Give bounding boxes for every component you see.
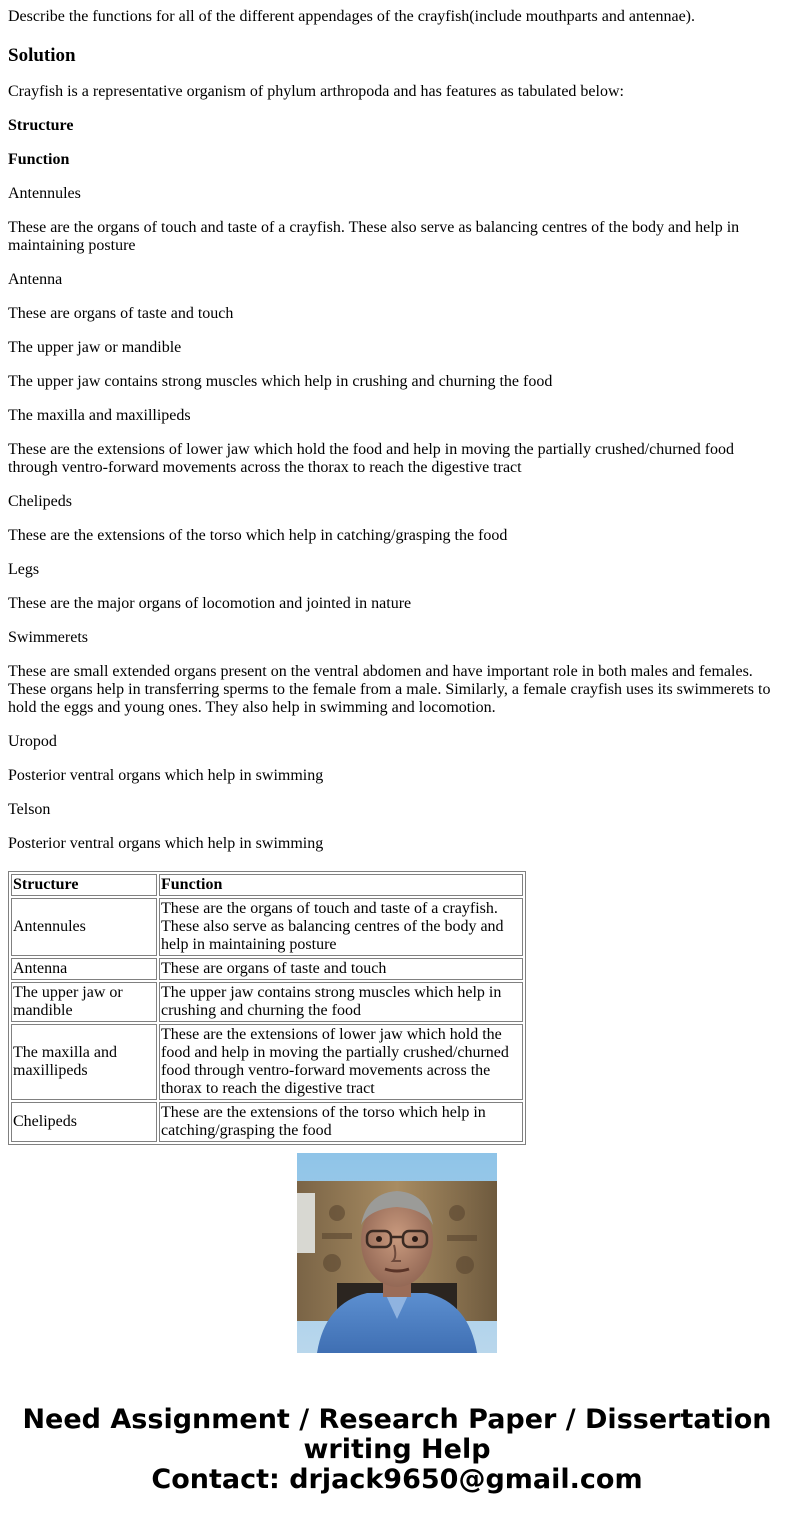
table-header-structure: Structure — [11, 874, 157, 896]
intro-text: Crayfish is a representative organism of phylum arthropoda and has features as tabulated below: — [8, 83, 624, 100]
table-cell-function: These are the organs of touch and taste of a crayfish. These also serve as balancing centres of the body and help in maintaining posture — [159, 898, 523, 956]
list-item-structure: Swimmerets — [8, 629, 88, 646]
document-body — [8, 0, 786, 853]
list-item-structure: Legs — [8, 561, 40, 578]
list-item-function: These are the major organs of locomotion and jointed in nature — [8, 595, 412, 612]
list-item-structure: Uropod — [8, 733, 57, 750]
list-item-function: These are the organs of touch and taste of a crayfish. These also serve as balancing centres of the body and help in maintaining posture — [8, 219, 740, 254]
table-cell-structure: Antenna — [11, 958, 157, 980]
list-item-structure: Chelipeds — [8, 493, 72, 510]
table-cell-function: These are the extensions of the torso which help in catching/grasping the food — [159, 1102, 523, 1142]
table-row — [11, 982, 523, 1022]
banner-line-2: writing Help — [303, 1434, 491, 1465]
function-heading: Function — [8, 151, 70, 168]
table-cell-structure: Antennules — [11, 898, 157, 956]
table-header-function: Function — [159, 874, 523, 896]
table-cell-function: These are organs of taste and touch — [159, 958, 523, 980]
table-row — [11, 1024, 523, 1100]
table-cell-structure: Chelipeds — [11, 1102, 157, 1142]
list-item-structure: Antenna — [8, 271, 63, 288]
banner-line-1: Need Assignment / Research Paper / Dissertation — [22, 1404, 772, 1435]
list-item-structure: The maxilla and maxillipeds — [8, 407, 191, 424]
table-cell-function: These are the extensions of lower jaw which hold the food and help in moving the partially crushed/churned food through ventro-forward movements across the thorax to reach the digestive tract — [159, 1024, 523, 1100]
table-row — [11, 1102, 523, 1142]
banner-contact-line: Contact: drjack9650@gmail.com — [151, 1464, 643, 1495]
list-item-function: These are organs of taste and touch — [8, 305, 234, 322]
solution-heading: Solution — [8, 45, 76, 66]
table-row — [11, 958, 523, 980]
table-row — [11, 898, 523, 956]
list-item-function: These are small extended organs present on the ventral abdomen and have important role in both males and females. These organs help in transferring sperms to the female from a male. Similarly, a female crayfish uses its swimmerets to hold the eggs and young ones. They also help in swimming and locomotion. — [8, 663, 771, 716]
list-item-structure: Antennules — [8, 185, 81, 202]
structure-function-table-wrapper — [8, 871, 528, 1139]
question-text: Describe the functions for all of the different appendages of the crayfish(include mouthparts and antennae). — [8, 8, 695, 25]
table-cell-function: The upper jaw contains strong muscles which help in crushing and churning the food — [159, 982, 523, 1022]
list-item-function: These are the extensions of the torso which help in catching/grasping the food — [8, 527, 508, 544]
structure-heading: Structure — [8, 117, 74, 134]
list-item-function: The upper jaw contains strong muscles which help in crushing and churning the food — [8, 373, 553, 390]
list-item-function: Posterior ventral organs which help in swimming — [8, 835, 324, 852]
table-cell-structure: The upper jaw or mandible — [11, 982, 157, 1022]
structure-function-table — [8, 871, 526, 1145]
author-avatar — [297, 1153, 497, 1353]
table-header-row — [11, 874, 523, 896]
avatar-photo-image — [297, 1153, 497, 1353]
list-item-function: These are the extensions of lower jaw which hold the food and help in moving the partially crushed/churned food through ventro-forward movements across the thorax to reach the digestive tract — [8, 441, 735, 476]
table-cell-structure: The maxilla and maxillipeds — [11, 1024, 157, 1100]
list-item-function: Posterior ventral organs which help in swimming — [8, 767, 324, 784]
contact-banner — [0, 1405, 794, 1495]
list-item-structure: Telson — [8, 801, 51, 818]
list-item-structure: The upper jaw or mandible — [8, 339, 182, 356]
